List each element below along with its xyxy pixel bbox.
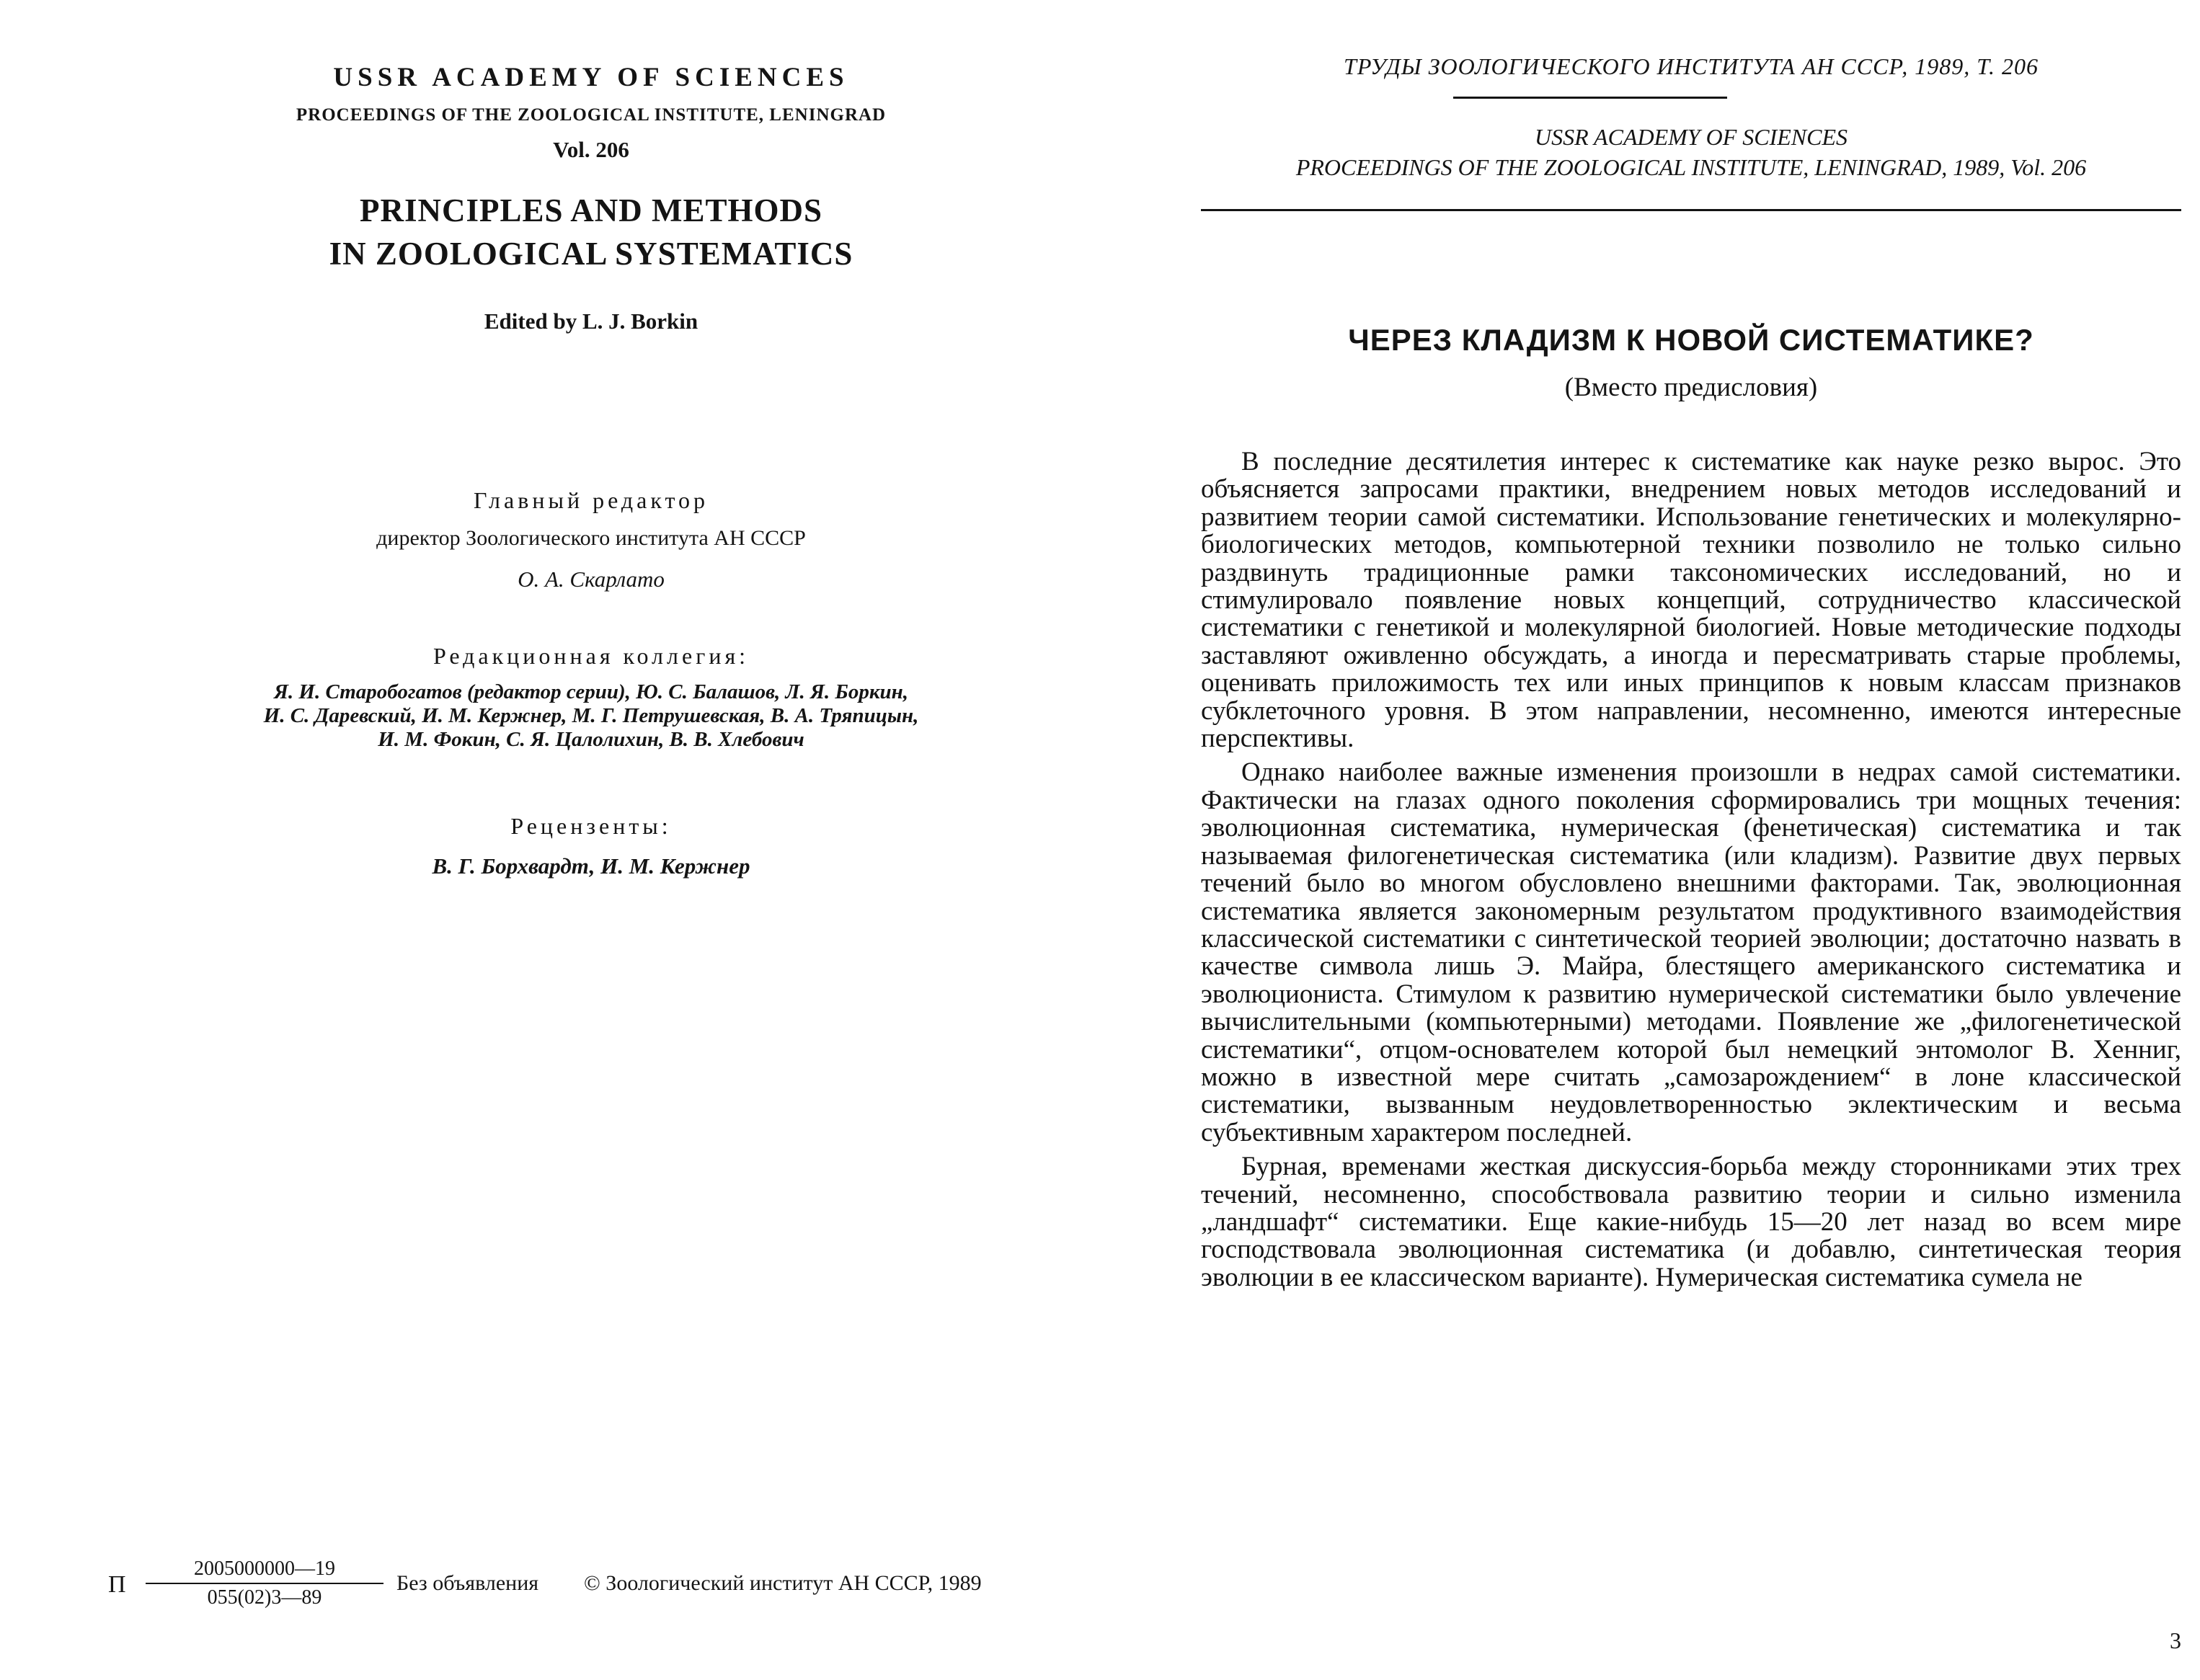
copyright-note: © Зоологический институт АН СССР, 1989 <box>584 1571 982 1595</box>
academy-heading: USSR ACADEMY OF SCIENCES <box>333 63 849 92</box>
chief-editor-name: О. А. Скарлато <box>518 566 665 592</box>
board-line: И. С. Даревский, И. М. Кержнер, М. Г. Петрушевская, В. А. Тряпицын, <box>263 704 919 727</box>
editorial-board-names <box>137 680 1045 752</box>
no-advert-note: Без объявления <box>396 1571 539 1595</box>
fraction-denominator: 055(02)3—89 <box>207 1586 322 1609</box>
reviewers-names: В. Г. Борхвардт, И. М. Кержнер <box>432 853 750 879</box>
fraction-bar <box>146 1583 383 1584</box>
paragraph: Однако наиболее важные изменения произошли в недрах самой систематики. Фактически на глазах одного поколения сформировались три мощных течения: эволюционная систематика, нумерическая (фенетическая) систематика и так называемая филогенетическая систематика (или кладизм). Развитие двух первых течений было во многом обусловлено внешними факторами. Так, эволюционная систематика является закономерным результатом продуктивного взаимодействия классической систематики с синтетической теорией эволюции; достаточно назвать в качестве символа лишь Э. Майра, блестящего американского систематика и эволюциониста. Стимулом к развитию нумерической систематики было увлечение вычислительными (компьютерными) методами. Появление же „филогенетической систематики“, отцом-основателем которой был немецкий энтомолог В. Хенниг, можно в известной мере считать „самозарождением“ в лоне классической систематики, вызванным неудовлетворенностью эклектическим и весьма субъективным характером последней. <box>1201 757 2181 1147</box>
proceedings-heading: PROCEEDINGS OF THE ZOOLOGICAL INSTITUTE, LENINGRAD <box>296 105 887 125</box>
header-short-rule <box>1453 97 1727 99</box>
chief-editor-position: директор Зоологического института АН СССР <box>376 526 806 550</box>
book-title <box>115 189 1067 275</box>
book-title-line-2: IN ZOOLOGICAL SYSTEMATICS <box>329 236 853 272</box>
header-long-rule <box>1201 209 2181 211</box>
board-line: И. М. Фокин, С. Я. Цалолихин, В. В. Хлебович <box>378 728 804 751</box>
edited-by: Edited by L. J. Borkin <box>484 308 698 334</box>
imprint-footer <box>108 1557 1088 1614</box>
editorial-board-label: Редакционная коллегия: <box>433 643 750 669</box>
board-line: Я. И. Старобогатов (редактор серии), Ю. С. Балашов, Л. Я. Боркин, <box>273 680 909 703</box>
journal-header: ТРУДЫ ЗООЛОГИЧЕСКОГО ИНСТИТУТА АН СССР, 1989, Т. 206 <box>1344 53 2039 79</box>
book-title-line-1: PRINCIPLES AND METHODS <box>359 192 823 228</box>
right-page <box>1100 0 2200 1680</box>
article-body <box>1201 448 2181 1298</box>
article-subtitle: (Вместо предисловия) <box>1564 373 1818 402</box>
paragraph: Бурная, временами жесткая дискуссия-борьба между сторонниками этих трех течений, несомненно, способствовала развитию теории и сильно изменила „ландшафт“ систематики. Еще какие-нибудь 15—20 лет назад во всем мире господствовала эволюционная систематика (и добавлю, синтетическая теория эволюции в ее классическом варианте). Нумерическая систематика сумела не <box>1201 1152 2181 1292</box>
page-number: 3 <box>2170 1627 2181 1653</box>
fraction-numerator: 2005000000—19 <box>194 1557 335 1580</box>
reviewers-label: Рецензенты: <box>510 813 672 839</box>
volume-label: Vol. 206 <box>553 137 629 162</box>
chief-editor-label: Главный редактор <box>473 487 709 513</box>
academy-line: USSR ACADEMY OF SCIENCES <box>1534 124 1848 150</box>
article-title: ЧЕРЕЗ КЛАДИЗМ К НОВОЙ СИСТЕМАТИКЕ? <box>1348 323 2034 357</box>
index-fraction <box>146 1557 383 1610</box>
proceedings-line: PROCEEDINGS OF THE ZOOLOGICAL INSTITUTE, LENINGRAD, 1989, Vol. 206 <box>1295 154 2087 180</box>
paragraph: В последние десятилетия интерес к систематике как науке резко вырос. Это объясняется запросами практики, внедрением новых методов исследований и развитием теории самой систематики. Использование генетических и молекулярно-биологических методов, компьютерной техники позволило не только сильно раздвинуть традиционные рамки таксономических исследований, но и стимулировало появление новых концепций, сотрудничество классической систематики с генетикой и молекулярной биологией. Новые методические подходы заставляют оживленно обсуждать, а иногда и пересматривать старые проблемы, оценивать приложимость тех или иных принципов к новым классам признаков субклеточного уровня. В этом направлении, несомненно, имеются интересные перспективы. <box>1201 447 2181 754</box>
index-letter: П <box>108 1571 126 1598</box>
